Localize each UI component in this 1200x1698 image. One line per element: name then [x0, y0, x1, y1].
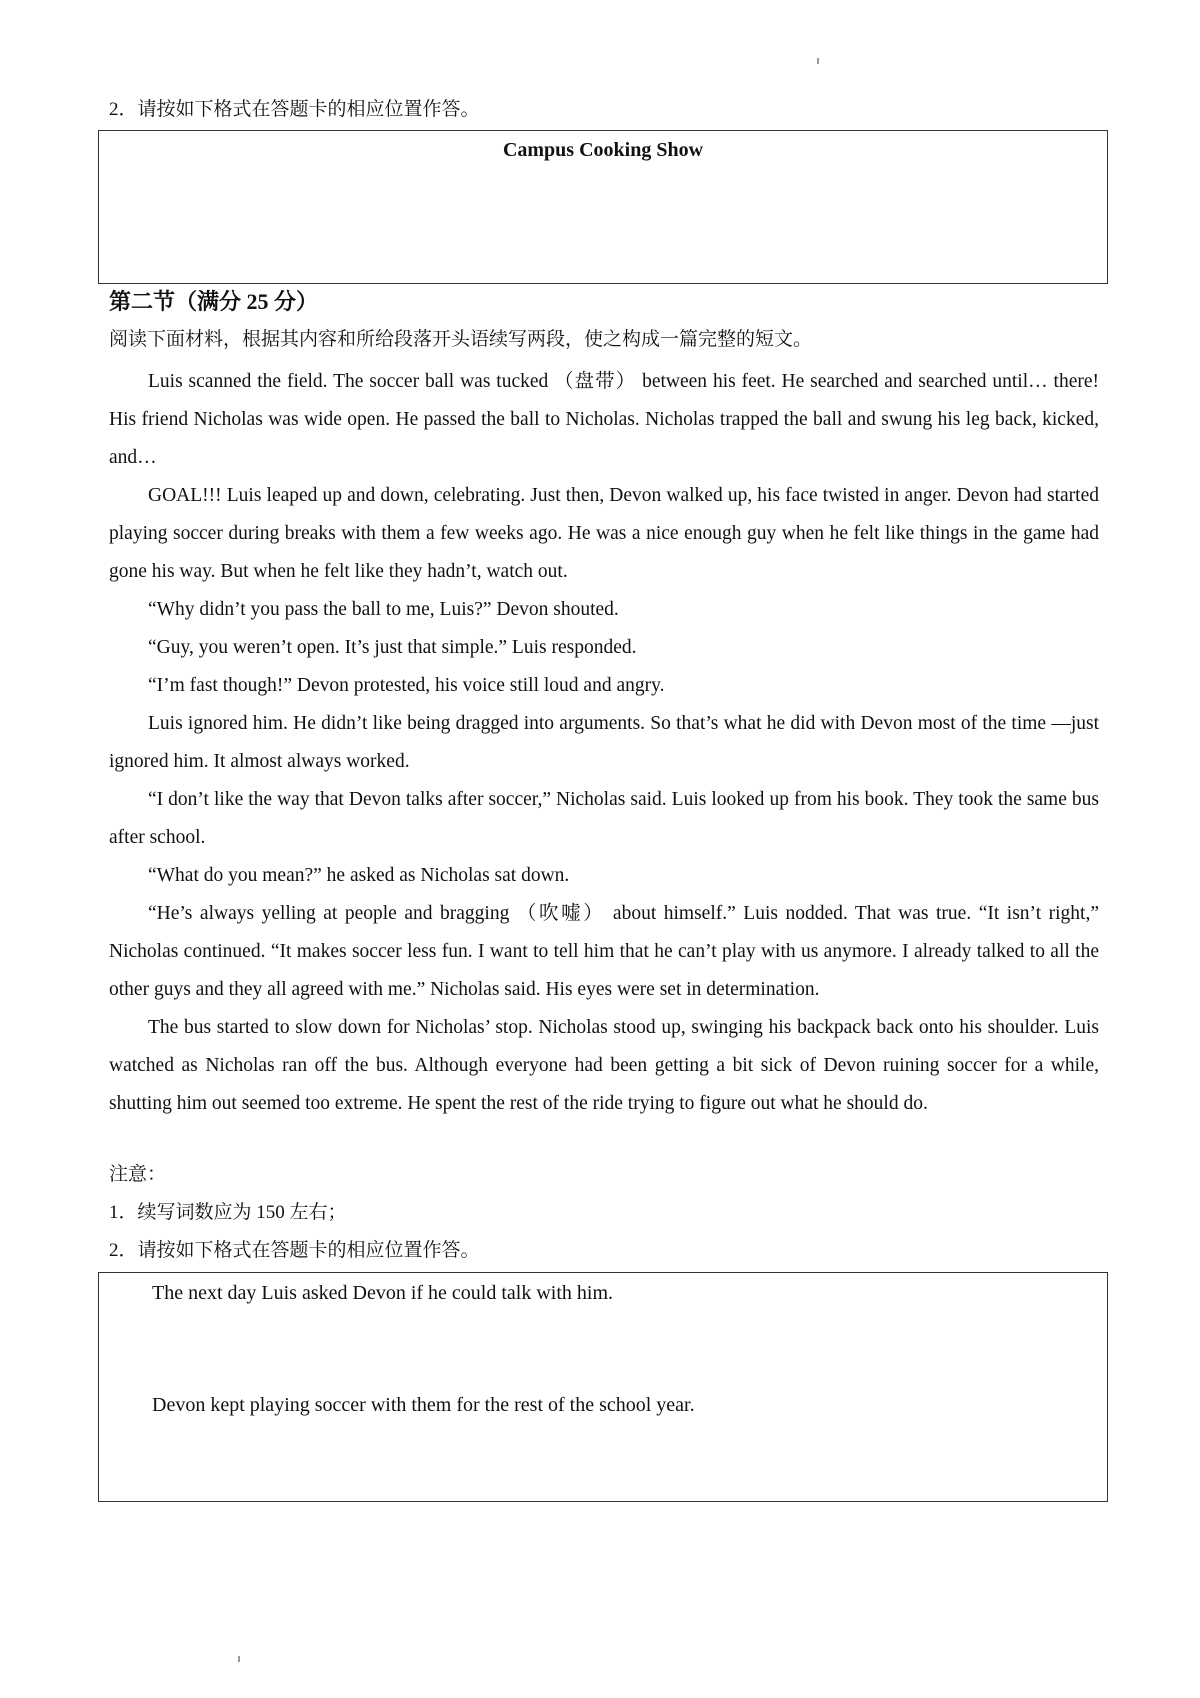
- top-instruction: 2．请按如下格式在答题卡的相应位置作答。: [109, 99, 480, 120]
- story-passage: [109, 363, 1099, 1123]
- continuation-opening-1: The next day Luis asked Devon if he could talk with him.: [152, 1282, 614, 1304]
- passage-paragraph: “I’m fast though!” Devon protested, his voice still loud and angry.: [148, 675, 665, 696]
- scan-mark-top: [817, 58, 819, 64]
- note-item-1: 1．续写词数应为 150 左右；: [109, 1202, 347, 1223]
- passage-paragraph: “Why didn’t you pass the ball to me, Luis?” Devon shouted.: [148, 599, 619, 620]
- answer-box-campus-cooking-show: [98, 130, 1108, 284]
- passage-paragraph: GOAL!!! Luis leaped up and down, celebrating. Just then, Devon walked up, his face twisted in anger. Devon had started playing soccer during breaks with them a few weeks ago. He was a nice enough guy when he felt like things in the game had gone his way. But when he felt like they hadn’t, watch out.: [109, 485, 1099, 582]
- passage-paragraph: “Guy, you weren’t open. It’s just that simple.” Luis responded.: [148, 637, 637, 658]
- continuation-opening-2: Devon kept playing soccer with them for the rest of the school year.: [152, 1394, 695, 1416]
- answer-box-continuation: [98, 1272, 1108, 1502]
- scan-mark-bottom: [238, 1656, 240, 1662]
- passage-paragraph: The bus started to slow down for Nicholas’ stop. Nicholas stood up, swinging his backpack back onto his shoulder. Luis watched as Nicholas ran off the bus. Although everyone had been getting a bit sick of Devon ruining soccer for a while, shutting him out seemed too extreme. He spent the rest of the ride trying to figure out what he should do.: [109, 1017, 1099, 1114]
- passage-paragraph: “What do you mean?” he asked as Nicholas sat down.: [148, 865, 570, 886]
- passage-paragraph: “He’s always yelling at people and bragging （吹嘘） about himself.” Luis nodded. That was true. “It isn’t right,” Nicholas continued. “It makes soccer less fun. I want to tell him that he can’t play with us anymore. I already talked to all the other guys and they all agreed with me.” Nicholas said. His eyes were set in determination.: [109, 903, 1099, 1000]
- section-heading: 第二节（满分 25 分）: [109, 289, 319, 314]
- passage-paragraph: Luis ignored him. He didn’t like being dragged into arguments. So that’s what he did with Devon most of the time —just ignored him. It almost always worked.: [109, 713, 1099, 772]
- notes-label: 注意：: [109, 1164, 167, 1185]
- passage-paragraph: “I don’t like the way that Devon talks after soccer,” Nicholas said. Luis looked up from his book. They took the same bus after school.: [109, 789, 1099, 848]
- section-instruction: 阅读下面材料，根据其内容和所给段落开头语续写两段，使之构成一篇完整的短文。: [109, 329, 813, 350]
- note-item-2: 2．请按如下格式在答题卡的相应位置作答。: [109, 1240, 480, 1261]
- passage-paragraph: Luis scanned the field. The soccer ball was tucked （盘带） between his feet. He searched and searched until… there! His friend Nicholas was wide open. He passed the ball to Nicholas. Nicholas trapped the ball and swung his leg back, kicked, and…: [109, 371, 1099, 468]
- answer-box-title: Campus Cooking Show: [502, 139, 704, 161]
